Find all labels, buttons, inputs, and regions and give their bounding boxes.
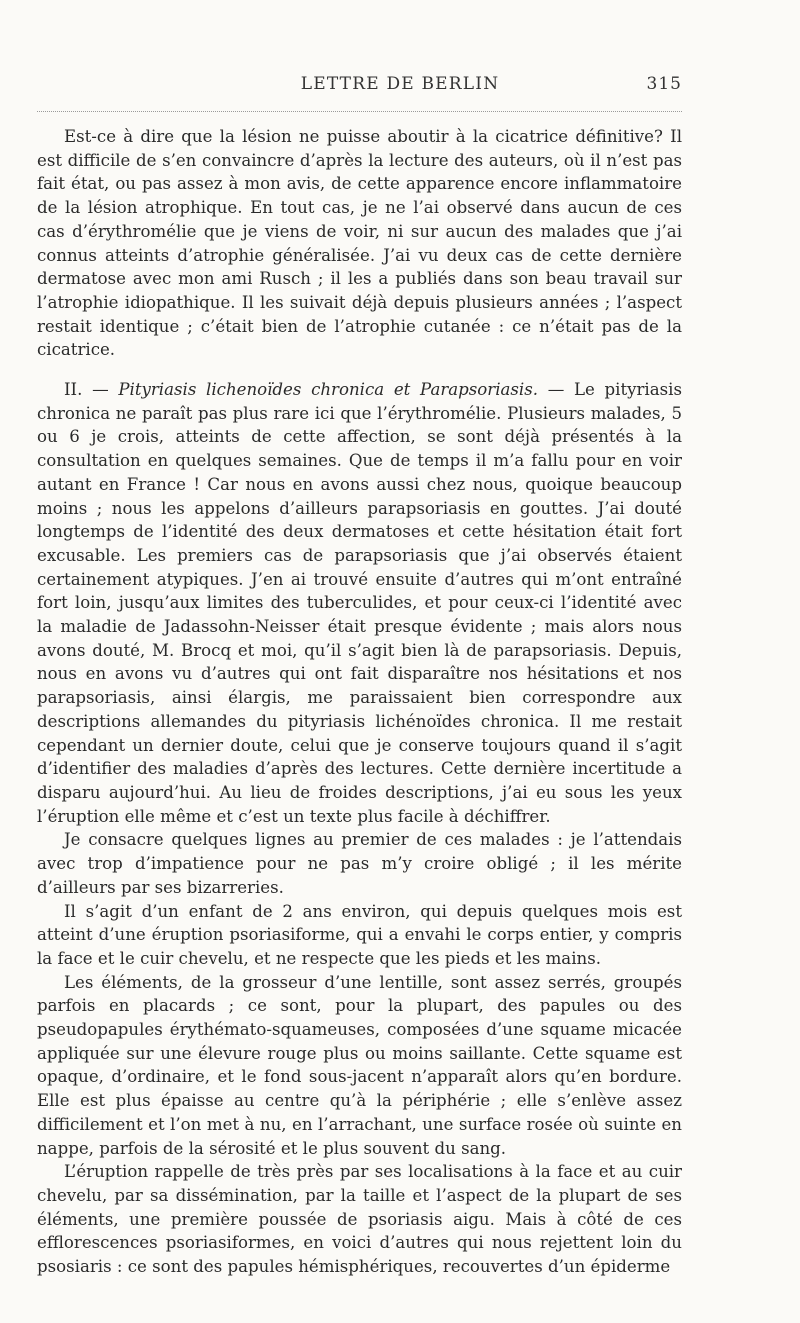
paragraph-6: L’éruption rappelle de très près par ses localisations à la face et au cuir chevelu, par sa dissémination, par la taille et l’aspect de la plupart de ses éléments, une première poussée de psoriasis aigu. Mais à côté de ces efflorescences psoriasiformes, en voici d’autres qui nous rejettent loin du psosiaris : ce sont des papules hémisphériques, recouvertes d’un épiderme	[37, 1162, 682, 1277]
paragraph-section-ii	[37, 378, 682, 828]
section-title: Pityriasis lichenoïdes chronica et Parapsoriasis.	[118, 380, 539, 400]
paragraph-2-text: — Le pityriasis chronica ne paraît pas plus rare ici que l’érythromélie. Plusieurs malades, 5 ou 6 je crois, atteints de cette affection, se sont déjà présentés à la consultation en quelques semaines. Que de temps il m’a fallu pour en voir autant en France ! Car nous en avons aussi chez nous, quoique beaucoup moins ; nous les appelons d’ailleurs parapsoriasis en gouttes. J’ai douté longtemps de l’identité des deux dermatoses et cette hésitation était fort excusable. Les premiers cas de parapsoriasis que j’ai observés étaient certainement atypiques. J’en ai trouvé ensuite d’autres qui m’ont entraîné fort loin, jusqu’aux limites des tuberculides, et pour ceux-ci l’identité avec la maladie de Jadassohn-Neisser était presque évidente ; mais alors nous avons douté, M. Brocq et moi, qu’il s’agit bien là de parapsoriasis. Depuis, nous en avons vu d’autres qui ont fait disparaître nos hésitations et nos parapsoriasis, ainsi élargis, me paraissaient bien correspondre aux descriptions allemandes du pityriasis lichénoïdes chronica. Il me restait cependant un dernier doute, celui que je conserve toujours quand il s’agit d’identifier des maladies d’après des lectures. Cette dernière incertitude a disparu aujourd’hui. Au lieu de froides descriptions, j’ai eu sous les yeux l’éruption elle même et c’est un texte plus facile à déchiffrer.	[37, 380, 682, 826]
running-title: LETTRE DE BERLIN	[300, 74, 500, 94]
paragraph-3: Je consacre quelques lignes au premier de ces malades : je l’attendais avec trop d’impatience pour ne pas m’y croire obligé ; il les mérite d’ailleurs par ses bizarreries.	[37, 830, 682, 897]
paragraph-5: Les éléments, de la grosseur d’une lentille, sont assez serrés, groupés parfois en placards ; ce sont, pour la plupart, des papules ou des pseudopapules érythémato-squameuses, composées d’une squame micacée appliquée sur une élevure rouge plus ou moins saillante. Cette squame est opaque, d’ordinaire, et le fond sous-jacent n’apparaît alors qu’en bordure. Elle est plus épaisse au centre qu’à la périphérie ; elle s’enlève assez difficilement et l’on met à nu, en l’arrachant, une surface rosée où suinte en nappe, parfois de la sérosité et le plus souvent du sang.	[37, 972, 682, 1158]
section-number: II. —	[64, 380, 109, 400]
paragraph-1: Est-ce à dire que la lésion ne puisse aboutir à la cicatrice définitive? Il est difficile de s’en convaincre d’après la lecture des auteurs, où il n’est pas fait état, ou pas assez à mon avis, de cette apparence encore inflammatoire de la lésion atrophique. En tout cas, je ne l’ai observé dans aucun de ces cas d’érythromélie que je viens de voir, ni sur aucun des malades que j’ai connus atteints d’atrophie généralisée. J’ai vu deux cas de cette dernière dermatose avec mon ami Rusch ; il les a publiés dans son beau travail sur l’atrophie idiopathique. Il les suivait déjà depuis plusieurs années ; l’aspect restait identique ; c’était bien de l’atrophie cutanée : ce n’était pas de la cicatrice.	[37, 127, 682, 360]
running-head	[0, 74, 800, 96]
paragraph-4: Il s’agit d’un enfant de 2 ans environ, qui depuis quelques mois est atteint d’une éruption psoriasiforme, qui a envahi le corps entier, y compris la face et le cuir chevelu, et ne respecte que les pieds et les mains.	[37, 901, 682, 968]
page-number: 315	[646, 74, 682, 94]
body-text	[37, 125, 682, 1279]
header-rule	[37, 111, 682, 112]
